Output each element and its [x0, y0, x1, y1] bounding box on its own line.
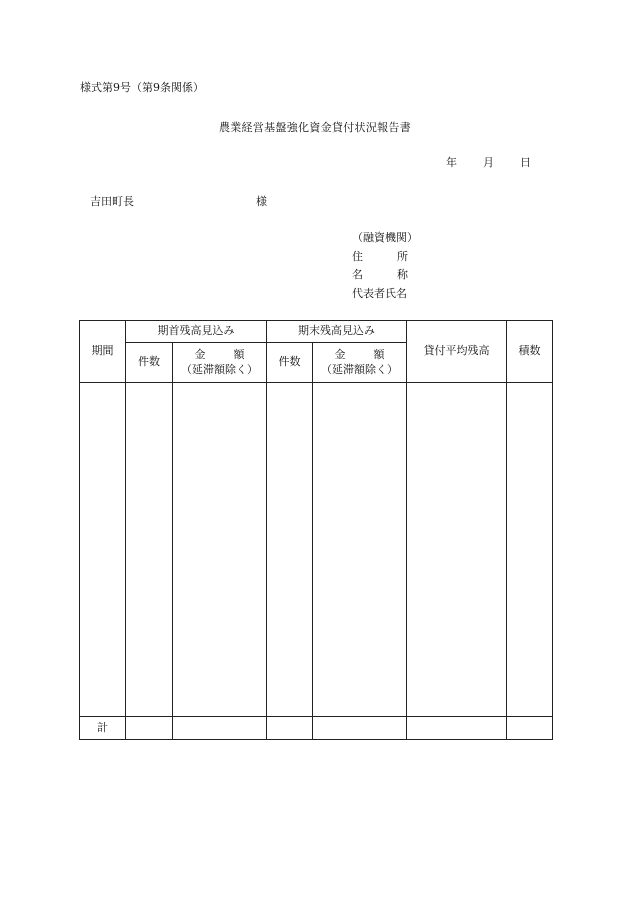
report-table	[79, 320, 553, 740]
total-end-count[interactable]	[267, 717, 313, 740]
total-average-balance[interactable]	[407, 717, 507, 740]
product-cell[interactable]	[507, 383, 553, 717]
amount-label-part-1: 金	[334, 347, 346, 361]
header-average-balance: 貸付平均残高	[407, 321, 507, 383]
amount-label-part-2: 額	[373, 347, 385, 361]
header-begin-count: 件数	[126, 343, 173, 383]
address-label-part-1: 住	[352, 249, 363, 263]
header-end-amount	[313, 343, 407, 383]
end-count-cell[interactable]	[267, 383, 313, 717]
total-label: 計	[80, 717, 126, 740]
header-product: 積数	[507, 321, 553, 383]
total-product[interactable]	[507, 717, 553, 740]
addressee: 吉田町長	[90, 195, 134, 208]
total-end-amount[interactable]	[313, 717, 407, 740]
period-cell[interactable]	[80, 383, 126, 717]
header-begin-amount	[173, 343, 267, 383]
amount-label-part-1: 金	[194, 347, 206, 361]
name-label	[352, 269, 408, 288]
table-body-row	[80, 383, 553, 717]
date-line	[446, 157, 531, 168]
header-end-balance: 期末残高見込み	[267, 321, 407, 343]
honorific: 様	[256, 195, 267, 208]
address-label-part-2: 所	[397, 249, 408, 263]
total-begin-amount[interactable]	[173, 717, 267, 740]
representative-label: 代表者氏名	[352, 286, 407, 300]
date-day-label: 日	[520, 156, 531, 169]
begin-amount-cell[interactable]	[173, 383, 267, 717]
address-label	[352, 251, 408, 270]
total-begin-count[interactable]	[126, 717, 173, 740]
header-period: 期間	[80, 321, 126, 383]
form-number: 様式第9号（第9条関係）	[80, 81, 204, 94]
amount-note: （延滞額除く）	[321, 362, 398, 376]
date-month-label: 月	[483, 156, 494, 169]
document-title: 農業経営基盤強化資金貸付状況報告書	[218, 121, 412, 134]
begin-count-cell[interactable]	[126, 383, 173, 717]
amount-label-part-2: 額	[233, 347, 245, 361]
header-begin-balance: 期首残高見込み	[126, 321, 267, 343]
lender-heading: （融資機関）	[352, 231, 418, 244]
average-balance-cell[interactable]	[407, 383, 507, 717]
amount-note: （延滞額除く）	[181, 362, 258, 376]
total-row	[80, 717, 553, 740]
name-label-part-2: 称	[397, 268, 408, 281]
name-label-part-1: 名	[352, 268, 363, 281]
lender-block	[352, 232, 418, 306]
end-amount-cell[interactable]	[313, 383, 407, 717]
date-year-label: 年	[446, 156, 457, 169]
header-end-count: 件数	[267, 343, 313, 383]
